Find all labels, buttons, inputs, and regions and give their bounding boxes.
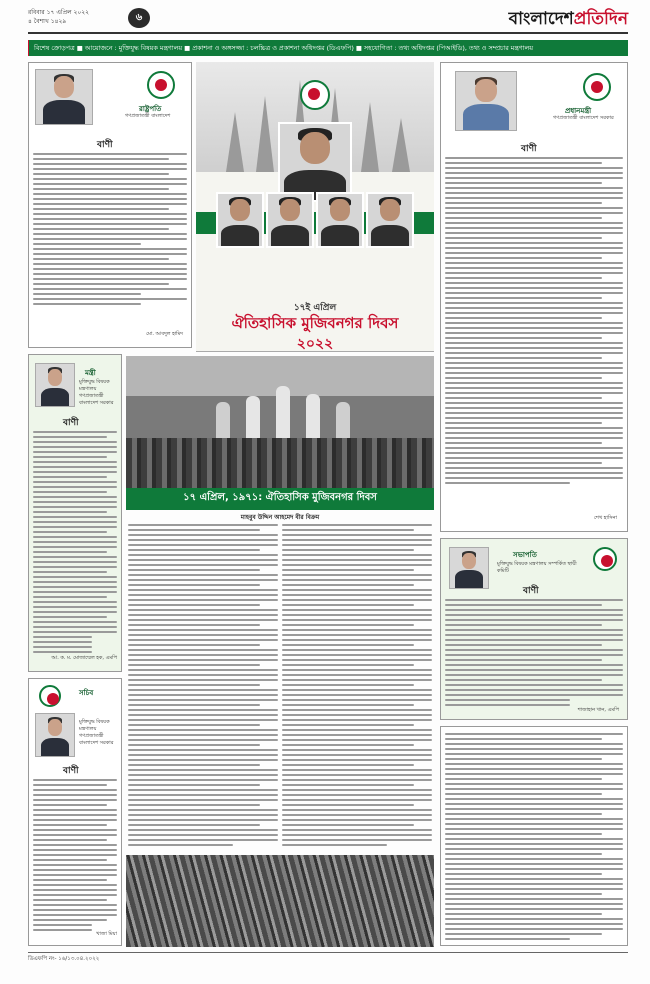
minister-portrait: [35, 363, 75, 407]
leader-portrait-main: [278, 122, 352, 202]
header-rule: [28, 32, 628, 34]
chairman-bani-heading: বাণী: [523, 586, 539, 596]
secretary-bani-heading: বাণী: [63, 766, 79, 776]
feature-title: ঐতিহাসিক মুজিবনগর দিবস: [231, 314, 399, 332]
date-bangla: ৪ বৈশাখ ১৪২৯: [28, 18, 67, 25]
secretary-seal-icon: [39, 685, 61, 707]
right-article-continuation: [440, 726, 628, 946]
pm-seal-icon: [583, 73, 611, 101]
pm-body-text: [445, 157, 623, 487]
chairman-role: সভাপতি: [513, 551, 537, 559]
minister-subtitle: মুক্তিযুদ্ধ বিষয়ক মন্ত্রণালয় গণপ্রজাতন্ত্রী বাংলাদেশ সরকার: [79, 379, 114, 406]
leader-portrait-1: [216, 192, 264, 248]
pm-portrait: [455, 71, 517, 131]
article-column-1: [128, 524, 278, 849]
minister-message: [28, 354, 122, 672]
minister-body-text: [33, 431, 117, 656]
president-portrait: [35, 69, 93, 125]
president-seal-icon: [147, 71, 175, 99]
article-column-2: [282, 524, 432, 849]
president-message: [28, 62, 192, 348]
pm-subtitle: গণপ্রজাতন্ত্রী বাংলাদেশ সরকার: [553, 115, 614, 121]
minister-bani-heading: বাণী: [63, 418, 79, 428]
secretary-body-text: [33, 779, 117, 934]
leader-portrait-2: [266, 192, 314, 248]
feature-date: ১৭ই এপ্রিল: [293, 303, 337, 313]
minister-signature: আ. ক. ম. মোজাম্মেল হক, এমপি: [51, 655, 117, 661]
feature-banner: [196, 62, 434, 352]
chairman-signature: শাজাহান খান, এমপি: [577, 707, 619, 713]
article-title: ১৭ এপ্রিল, ১৯৭১: ঐতিহাসিক মুজিবনগর দিবস: [183, 492, 377, 503]
leader-portrait-4: [366, 192, 414, 248]
president-signature: মো. আবদুল হামিদ: [146, 331, 183, 337]
pm-signature: শেখ হাসিনা: [593, 515, 617, 521]
president-subtitle: গণপ্রজাতন্ত্রী বাংলাদেশ: [125, 113, 171, 119]
page-number: ৬: [128, 8, 150, 28]
logo-text-2: প্রতিদিন: [573, 9, 628, 29]
minister-role: মন্ত্রী: [85, 369, 96, 377]
pm-role: প্রধানমন্ত্রী: [565, 107, 592, 115]
newspaper-logo: [509, 6, 628, 34]
leader-portrait-3: [316, 192, 364, 248]
header-date: [28, 8, 89, 26]
secretary-message: [28, 678, 122, 946]
chairman-subtitle: মুক্তিযুদ্ধ বিষয়ক মন্ত্রণালয় সম্পর্কিত স্থায়ী কমিটি: [497, 561, 577, 574]
supplement-ribbon: বিশেষ ক্রোড়পত্র ■ আয়োজনে : মুক্তিযুদ্ধ বিষয়ক মন্ত্রণালয় ■ প্রকাশনা ও অঙ্গসজ্জা : চলচ্চিত্র ও প্রকাশনা অধিদপ্তর (ডিএফপি) ■ সহযোগিতা : তথ্য অধিদপ্তর (পিআইডি), তথ্য ও সম্প্রচার মন্ত্রণালয়: [28, 40, 628, 56]
president-role: রাষ্ট্রপতি: [139, 105, 162, 113]
pm-message: [440, 62, 628, 532]
secretary-portrait: [35, 713, 75, 757]
article-title-band: [126, 488, 434, 510]
government-emblem-icon: [300, 80, 330, 110]
chairman-body-text: [445, 599, 623, 709]
secretary-signature: খাজা মিয়া: [96, 931, 117, 937]
secretary-role: সচিব: [79, 689, 94, 697]
chairman-message: [440, 538, 628, 720]
date-gregorian: রবিবার ১৭ এপ্রিল ২০২২: [28, 9, 90, 16]
pm-bani-heading: বাণী: [521, 144, 537, 154]
chairman-portrait: [449, 547, 489, 589]
dfp-number: ডিএফপি নং- ১৬/১৩.০৪.২০২২: [28, 956, 100, 962]
president-bani-heading: বাণী: [97, 140, 113, 150]
secretary-subtitle: মুক্তিযুদ্ধ বিষয়ক মন্ত্রণালয় গণপ্রজাতন্ত্রী বাংলাদেশ সরকার: [79, 719, 114, 746]
article-byline: মাহবুব উদ্দিন আহমেদ বীর বিক্রম: [240, 514, 320, 521]
president-body-text: [33, 153, 187, 308]
historic-photo-1: [126, 356, 434, 488]
page-header: [28, 6, 628, 36]
logo-text-1: বাংলাদেশ: [508, 9, 574, 29]
feature-year: ২০২২: [296, 336, 334, 352]
right-body-text: [445, 733, 623, 943]
historic-photo-2: [126, 855, 434, 947]
page-footer: [28, 952, 628, 966]
chairman-seal-icon: [593, 547, 617, 571]
